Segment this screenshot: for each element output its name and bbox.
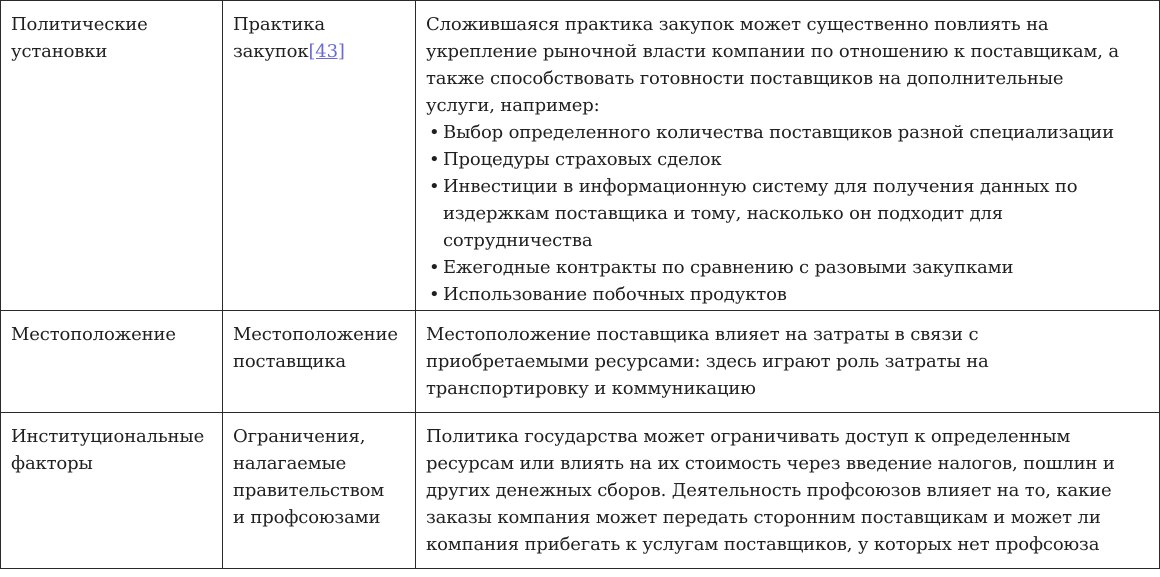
list-item — [426, 173, 1149, 254]
bullet-text: Выбор определенного количества поставщиков разной специализации — [443, 122, 1114, 143]
bullet-icon: • — [429, 149, 440, 170]
factor-text: Институциональные — [11, 426, 205, 447]
criterion-text: правительством — [233, 480, 385, 501]
criterion-text: налагаемые — [233, 453, 347, 474]
factor-cell — [1, 1, 223, 311]
list-item — [426, 146, 1149, 173]
bullet-text: Процедуры страховых сделок — [443, 149, 722, 170]
description-text: Сложившаяся практика закупок может существенно повлиять на — [426, 14, 1049, 35]
description-text: Местоположение поставщика влияет на затраты в связи с — [426, 324, 979, 345]
footnote-link[interactable]: [43] — [308, 41, 345, 62]
description-cell — [416, 311, 1160, 413]
description-text: других денежных сборов. Деятельность профсоюзов влияет на то, какие — [426, 480, 1112, 501]
bullet-text: издержкам поставщика и тому, насколько он подходит для — [443, 203, 1003, 224]
criterion-text: поставщика — [233, 351, 346, 372]
criterion-text: Практика — [233, 14, 325, 35]
factor-cell — [1, 311, 223, 413]
description-cell — [416, 1, 1160, 311]
criterion-cell — [223, 1, 416, 311]
list-item — [426, 119, 1149, 146]
bullet-text: сотрудничества — [443, 230, 593, 251]
description-text: услуги, например: — [426, 95, 600, 116]
description-text: укрепление рыночной власти компании по отношению к поставщикам, а — [426, 41, 1119, 62]
bullet-text: Использование побочных продуктов — [443, 284, 787, 305]
bullet-icon: • — [429, 176, 440, 197]
description-text: заказы компания может передать сторонним поставщикам и может ли — [426, 507, 1101, 528]
description-cell — [416, 413, 1160, 569]
list-item — [426, 281, 1149, 308]
description-text: также способствовать готовности поставщиков на дополнительные — [426, 68, 1064, 89]
description-text: Политика государства может ограничивать доступ к определенным — [426, 426, 1071, 447]
bullet-text: Ежегодные контракты по сравнению с разовыми закупками — [443, 257, 1014, 278]
table-row — [1, 311, 1160, 413]
factor-text: факторы — [11, 453, 93, 474]
bullet-icon: • — [429, 284, 440, 305]
description-text: компания прибегать к услугам поставщиков, у которых нет профсоюза — [426, 534, 1100, 555]
bullet-text: Инвестиции в информационную систему для получения данных по — [443, 176, 1078, 197]
factor-cell — [1, 413, 223, 569]
factor-text: Местоположение — [11, 324, 176, 345]
bullet-list — [426, 119, 1149, 308]
bullet-icon: • — [429, 122, 440, 143]
bullet-icon: • — [429, 257, 440, 278]
table-row — [1, 1, 1160, 311]
criterion-cell — [223, 413, 416, 569]
criterion-cell — [223, 311, 416, 413]
description-text: транспортировку и коммуникацию — [426, 378, 756, 399]
list-item — [426, 254, 1149, 281]
description-text: ресурсам или влиять на их стоимость через введение налогов, пошлин и — [426, 453, 1115, 474]
factor-text: Политические — [11, 14, 148, 35]
criterion-text: Местоположение — [233, 324, 398, 345]
factor-text: установки — [11, 41, 108, 62]
criterion-text: закупок — [233, 41, 309, 62]
table-row — [1, 413, 1160, 569]
criterion-text: Ограничения, — [233, 426, 366, 447]
description-text: приобретаемыми ресурсами: здесь играют роль затраты на — [426, 351, 989, 372]
criterion-line — [233, 38, 405, 65]
criterion-text: и профсоюзами — [233, 507, 381, 528]
